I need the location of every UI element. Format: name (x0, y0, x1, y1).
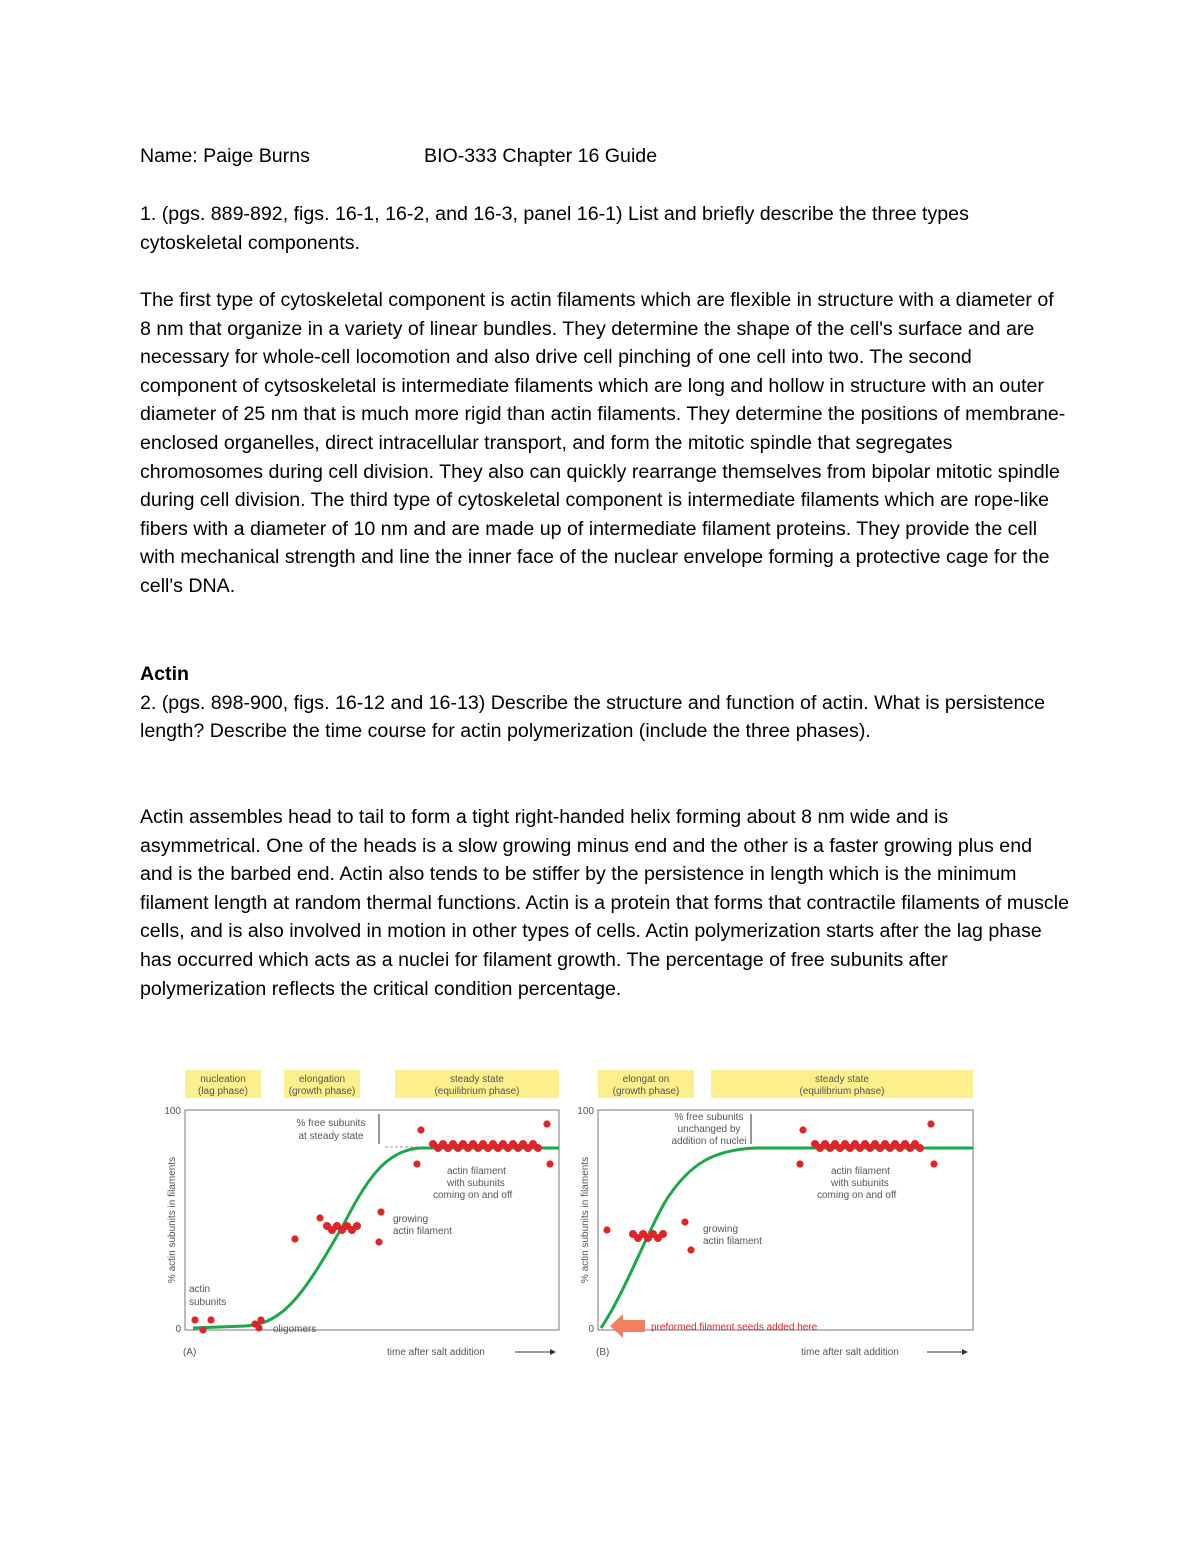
label-free-subunits-a: % free subunits (296, 1118, 366, 1129)
growing-filament-b (629, 1230, 667, 1242)
actin-polymerization-figure (155, 1062, 985, 1362)
label-steady-state-a: at steady state (298, 1131, 364, 1142)
phase-steady-label-b: steady state (815, 1074, 869, 1085)
growing-filament-a (323, 1222, 361, 1234)
subunit-dot (799, 1126, 806, 1133)
subunit-dot (291, 1235, 298, 1242)
label-actin-filament-a: actin filament (447, 1166, 506, 1177)
y-min-label-a: 0 (175, 1324, 181, 1335)
label-coming-on-off-a: coming on and off (433, 1190, 513, 1201)
seed-arrow-icon (610, 1314, 645, 1338)
subunit-dot (199, 1326, 206, 1333)
label-growing-filament-a: actin filament (393, 1226, 452, 1237)
subunit-dot (927, 1120, 934, 1127)
y-max-label-b: 100 (577, 1106, 594, 1117)
subunit-dot (681, 1218, 688, 1225)
oligomer-dot (257, 1316, 264, 1323)
subunit-dot (930, 1160, 937, 1167)
subunit-dot (417, 1126, 424, 1133)
actin-filament-a (429, 1140, 542, 1152)
panel-b (577, 1070, 973, 1358)
subunit-dot (543, 1120, 550, 1127)
phase-steady-label: steady state (450, 1074, 504, 1085)
subunit-dot (546, 1160, 553, 1167)
panel-label-b: (B) (596, 1347, 610, 1358)
subunit-dot (377, 1208, 384, 1215)
phase-elongation-sub: (growth phase) (288, 1086, 356, 1097)
x-axis-label-a: time after salt addition (387, 1347, 485, 1358)
label-growing-b: growing (703, 1224, 739, 1235)
label-subunits-a: subunits (189, 1297, 227, 1308)
label-unchanged-b: unchanged by (677, 1124, 741, 1135)
subunit-dot (603, 1226, 610, 1233)
section-heading-actin: Actin (140, 663, 189, 685)
phase-elongation-label-b: elongat on (622, 1074, 670, 1085)
oligomer-dot (255, 1324, 262, 1331)
y-max-label-a: 100 (164, 1106, 181, 1117)
phase-nucleation-label: nucleation (200, 1074, 246, 1085)
phase-elongation-label: elongation (298, 1074, 346, 1085)
panel-label-a: (A) (183, 1347, 197, 1358)
guide-title: BIO-333 Chapter 16 Guide (424, 145, 658, 167)
answer-1: The first type of cytoskeletal component is actin filaments which are flexible in structure with a diameter of 8 nm that organize in a variety of linear bundles. They determine the shape of the cell's surface and are necessary for whole-cell locomotion and also drive cell pinching of one cell into two. The second component of cytsoskeletal is intermediate filaments which are long and hollow in structure with an outer diameter of 25 nm that is much more rigid than actin filaments. They determine the positions of membrane-enclosed organelles, direct intracellular transport, and form the mitotic spindle that segregates chromosomes during cell division. They also can quickly rearrange themselves from bipolar mitotic spindle during cell division. The third type of cytoskeletal component is intermediate filaments which are rope-like fibers with a diameter of 10 nm and are made up of intermediate filament proteins. They provide the cell with mechanical strength and line the inner face of the nuclear envelope forming a protective cage for the cell's DNA. (140, 289, 1066, 597)
label-actin-filament-b: actin filament (831, 1166, 890, 1177)
label-preformed-seeds-b: preformed filament seeds added here (651, 1322, 818, 1333)
phase-elongation-sub-b: (growth phase) (612, 1086, 680, 1097)
subunit-dot (796, 1160, 803, 1167)
label-addition-nuclei-b: addition of nuclei (671, 1136, 747, 1147)
subunit-dot (207, 1316, 214, 1323)
question-2: 2. (pgs. 898-900, figs. 16-12 and 16-13) Describe the structure and function of actin. What is persistence length? Describe the time course for actin polymerization (include the three phases). (140, 691, 1046, 743)
y-axis-label-b: % actin subunits in filaments (580, 1156, 591, 1284)
label-growing-filament-b: actin filament (703, 1236, 762, 1247)
label-coming-on-off-b: coming on and off (817, 1190, 897, 1201)
subunit-dot (375, 1238, 382, 1245)
phase-steady-sub: (equilibrium phase) (434, 1086, 520, 1097)
label-with-subunits-b: with subunits (831, 1178, 889, 1189)
x-axis-label-b: time after salt addition (801, 1347, 899, 1358)
y-min-label-b: 0 (588, 1324, 594, 1335)
actin-filament-b (811, 1140, 924, 1152)
panel-a (164, 1070, 559, 1358)
answer-2: Actin assembles head to tail to form a tight right-handed helix forming about 8 nm wide and is asymmetrical. One of the heads is a slow growing minus end and the other is a faster growing plus end and is the barbed end. Actin also tends to be stiffer by the persistence in length which is the minimum filament length at random thermal functions. Actin is a protein that forms that contractile filaments of muscle cells, and is also involved in motion in other types of cells. Actin polymerization starts after the lag phase has occurred which acts as a nuclei for filament growth. The percentage of free subunits after polymerization reflects the critical condition percentage. (140, 806, 1069, 1000)
label-with-subunits-a: with subunits (447, 1178, 505, 1189)
label-oligomers-a: oligomers (273, 1324, 317, 1335)
phase-steady-sub-b: (equilibrium phase) (799, 1086, 885, 1097)
subunit-dot (191, 1316, 198, 1323)
label-actin-a: actin (189, 1284, 211, 1295)
question-1: 1. (pgs. 889-892, figs. 16-1, 16-2, and 16-3, panel 16-1) List and briefly describe the three types cytoskeletal components. (140, 203, 969, 254)
label-free-subunits-b: % free subunits (674, 1112, 744, 1123)
y-axis-label-a: % actin subunits in filaments (167, 1156, 178, 1284)
student-name: Name: Paige Burns (140, 145, 310, 167)
subunit-dot (413, 1160, 420, 1167)
label-growing-a: growing (393, 1214, 429, 1225)
subunit-dot (316, 1214, 323, 1221)
subunit-dot (687, 1246, 694, 1253)
phase-nucleation-sub: (lag phase) (197, 1086, 249, 1097)
